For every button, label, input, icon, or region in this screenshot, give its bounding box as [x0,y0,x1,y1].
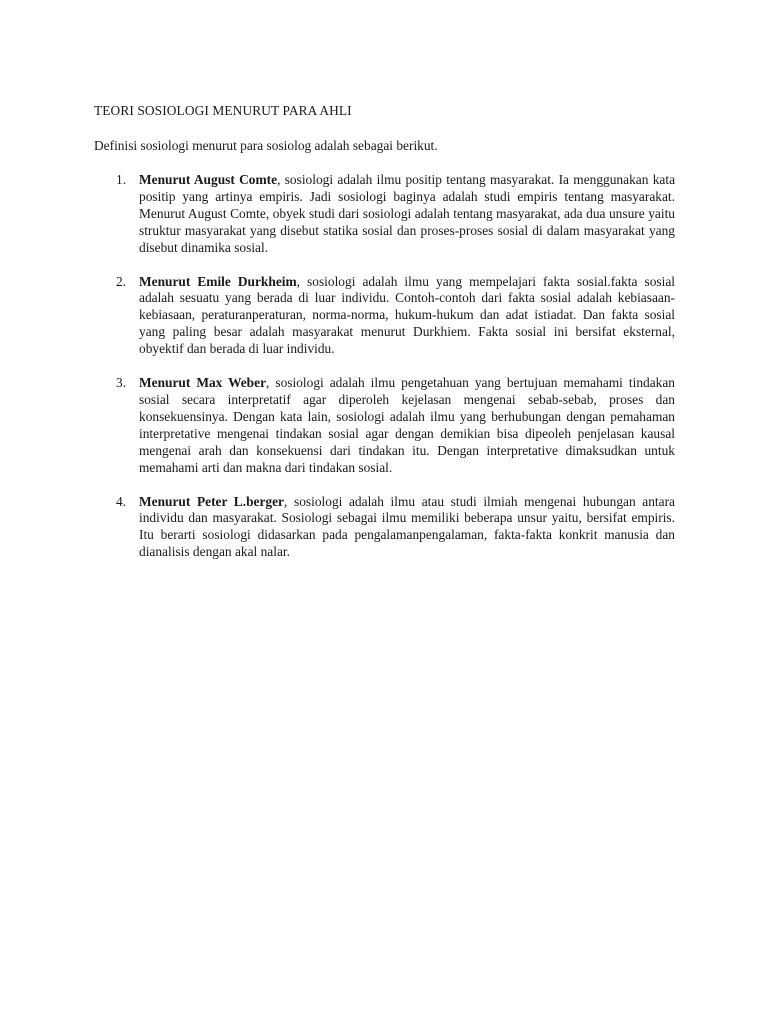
list-item-author: Menurut Max Weber [139,375,267,391]
list-item-author: Menurut Peter L.berger [139,493,285,509]
list-item-number: 3. [116,375,127,391]
list-item [94,172,675,257]
list-item [94,494,675,562]
intro-paragraph: Definisi sosiologi menurut para sosiolog adalah sebagai berikut. [94,138,438,153]
list-item-author: Menurut August Comte [139,172,278,187]
list-item-text: , sosiologi adalah ilmu pengetahuan yang bertujuan memahami tindakan sosial secara interpretatif agar diperoleh kejelasan mengenai sebab-sebab, proses dan konsekuensinya. Dengan kata lain, sosiologi adalah ilmu yang berhubungan dengan pemahaman interpretative mengenai tindakan sosial agar dengan demikian bisa dipeoleh penjelasan kausal mengenai arah dan konsekuensi dari tindakan itu. Dengan interpretative dimaksudkan untuk memahami arti dan makna dari tindakan sosial. [139,375,675,475]
document-title: TEORI SOSIOLOGI MENURUT PARA AHLI [94,103,352,118]
list-item-number: 4. [116,493,127,509]
list-item-text: , sosiologi adalah ilmu positip tentang masyarakat. Ia menggunakan kata positip yang artinya empiris. Jadi sosiologi baginya adalah studi empiris tentang masyarakat. Menurut August Comte, obyek studi dari sosiologi adalah tentang masyarakat, ada dua unsure yaitu struktur masyarakat yang disebut statika sosial dan proses-proses sosial di dalam masyarakat yang disebut dinamika sosial. [139,172,676,255]
definition-list [94,172,675,578]
list-item-author: Menurut Emile Durkheim [139,273,297,289]
list-item-text: , sosiologi adalah ilmu atau studi ilmiah mengenai hubungan antara individu dan masyarakat. Sosiologi sebagai ilmu memiliki beberapa unsur yaitu, bersifat empiris. Itu berarti sosiologi didasarkan pada pengalamanpengalaman, fakta-fakta konkrit manusia dan dianalisis dengan akal nalar. [139,493,675,560]
list-item [94,375,675,476]
list-item [94,274,675,359]
list-item-number: 2. [116,273,127,289]
list-item-text: , sosiologi adalah ilmu yang mempelajari fakta sosial.fakta sosial adalah sesuatu yang berada di luar individu. Contoh-contoh dari fakta sosial adalah kebiasaan-kebiasaan, peraturanperaturan, norma-norma, hukum-hukum dan adat istiadat. Dan fakta sosial yang paling besar adalah masyarakat menurut Durkhiem. Fakta sosial ini bersifat eksternal, obyektif dan berada di luar individu. [139,273,676,357]
list-item-number: 1. [116,172,127,187]
